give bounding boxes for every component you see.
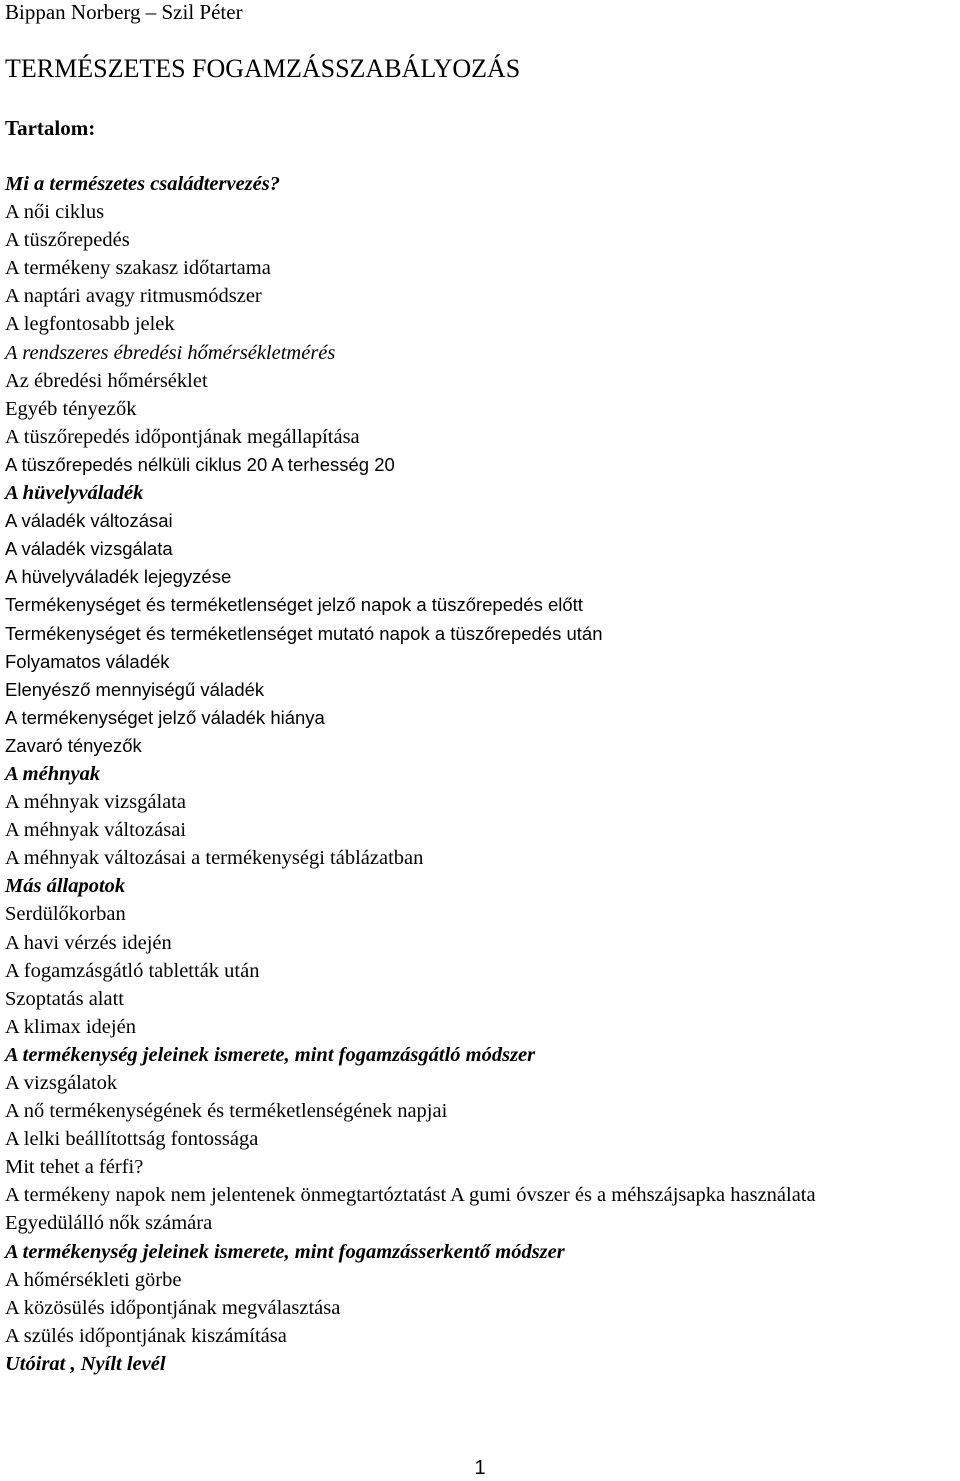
toc-item: A rendszeres ébredési hőmérsékletmérés bbox=[5, 341, 336, 364]
toc-item: A méhnyak változásai bbox=[5, 819, 187, 842]
authors-line: Bippan Norberg – Szil Péter bbox=[5, 0, 243, 24]
toc-item: A vizsgálatok bbox=[5, 1072, 118, 1094]
toc-item: A váladék vizsgálata bbox=[5, 538, 173, 560]
toc-item: Elenyésző mennyiségű váladék bbox=[5, 678, 265, 700]
toc-item: A termékenység jeleinek ismerete, mint fogamzásserkentő módszer bbox=[5, 1240, 565, 1263]
toc-item: A lelki beállítottság fontossága bbox=[5, 1128, 259, 1151]
toc-item: A szülés időpontjának kiszámítása bbox=[5, 1324, 287, 1347]
toc-item: A hüvelyváladék lejegyzése bbox=[5, 566, 232, 588]
toc-item: A méhnyak bbox=[5, 762, 101, 785]
toc-item: A váladék változásai bbox=[5, 510, 173, 532]
toc-item: Termékenységet és terméketlenséget mutató napok a tüszőrepedés után bbox=[5, 622, 603, 644]
toc-item: Szoptatás alatt bbox=[5, 987, 124, 1010]
toc-item: A fogamzásgátló tabletták után bbox=[5, 959, 260, 982]
toc-item: A nő termékenységének és terméketlenségének napjai bbox=[5, 1100, 448, 1123]
toc-item: A termékenység jeleinek ismerete, mint fogamzásgátló módszer bbox=[5, 1043, 536, 1066]
toc-item: Más állapotok bbox=[5, 875, 126, 898]
toc-item: Egyedülálló nők számára bbox=[5, 1212, 213, 1235]
toc-item: A női ciklus bbox=[5, 201, 105, 224]
toc-item: A klimax idején bbox=[5, 1015, 136, 1038]
toc-item: Mit tehet a férfi? bbox=[5, 1156, 144, 1179]
toc-item: Mi a természetes családtervezés? bbox=[5, 173, 280, 195]
toc-item: Termékenységet és terméketlenséget jelző napok a tüszőrepedés előtt bbox=[5, 594, 583, 616]
toc-item: A tüszőrepedés időpontjának megállapítása bbox=[5, 425, 360, 448]
toc-item: A havi vérzés idején bbox=[5, 931, 172, 954]
toc-item: Utóirat , Nyílt levél bbox=[5, 1352, 166, 1375]
toc-item: A hüvelyváladék bbox=[5, 482, 144, 505]
toc-item: A legfontosabb jelek bbox=[5, 313, 175, 336]
toc-item: A hőmérsékleti görbe bbox=[5, 1268, 182, 1291]
toc-item: A termékeny napok nem jelentenek önmegtartóztatást A gumi óvszer és a méhszájsapka használata bbox=[5, 1184, 816, 1207]
toc-item: A tüszőrepedés bbox=[5, 229, 130, 252]
toc-item: A termékeny szakasz időtartama bbox=[5, 257, 271, 280]
table-of-contents bbox=[5, 170, 957, 1378]
toc-item: A méhnyak változásai a termékenységi táblázatban bbox=[5, 847, 424, 870]
document-title: TERMÉSZETES FOGAMZÁSSZABÁLYOZÁS bbox=[5, 54, 521, 83]
toc-item: Folyamatos váladék bbox=[5, 650, 170, 672]
toc-item: A naptári avagy ritmusmódszer bbox=[5, 285, 262, 308]
toc-item: A termékenységet jelző váladék hiánya bbox=[5, 706, 325, 728]
toc-item: A tüszőrepedés nélküli ciklus 20 A terhesség 20 bbox=[5, 453, 395, 475]
toc-item: Zavaró tényezők bbox=[5, 734, 142, 756]
toc-item: Serdülőkorban bbox=[5, 903, 126, 926]
toc-item: Az ébredési hőmérséklet bbox=[5, 369, 208, 392]
toc-item: A közösülés időpontjának megválasztása bbox=[5, 1296, 341, 1319]
toc-heading: Tartalom: bbox=[5, 116, 96, 140]
toc-item: A méhnyak vizsgálata bbox=[5, 791, 187, 814]
page-number: 1 bbox=[474, 1457, 486, 1479]
toc-item: Egyéb tényezők bbox=[5, 397, 137, 420]
